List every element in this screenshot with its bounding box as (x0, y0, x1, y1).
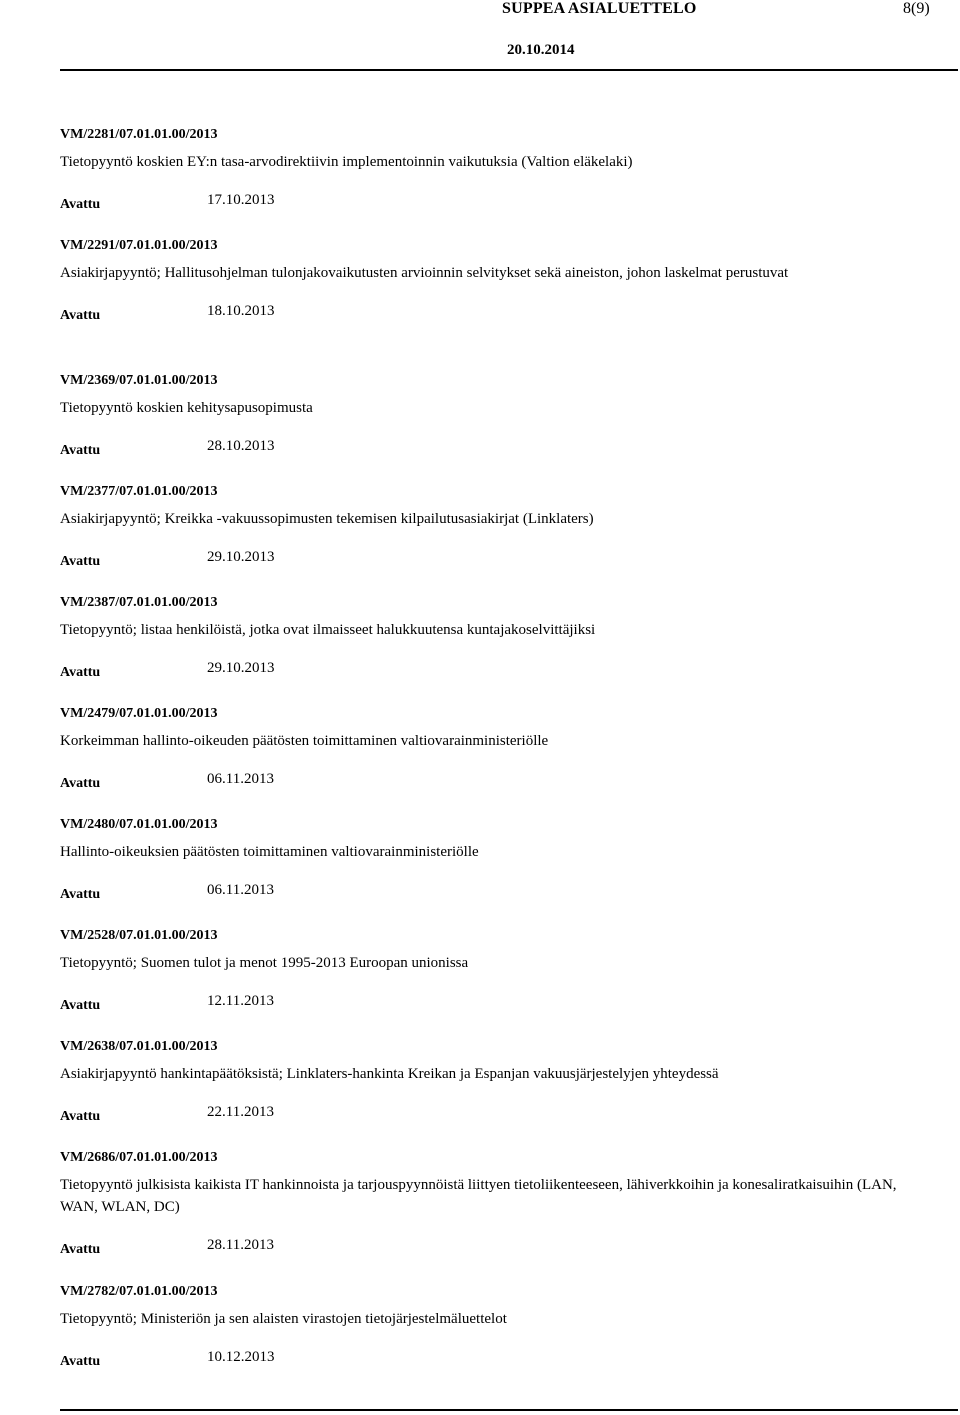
case-description: Asiakirjapyyntö hankintapäätöksistä; Linklaters-hankinta Kreikan ja Espanjan vakuusjärjestelyjen yhteydessä (60, 1066, 719, 1082)
opened-label: Avattu (60, 887, 101, 902)
case-description: Tietopyyntö koskien EY:n tasa-arvodirektiivin implementoinnin vaikutuksia (Valtion eläkelaki) (60, 154, 633, 170)
list-item (60, 706, 930, 796)
opened-label: Avattu (60, 308, 101, 323)
opened-label: Avattu (60, 998, 101, 1013)
opened-date: 28.11.2013 (207, 1237, 274, 1253)
opened-row (60, 1349, 930, 1374)
opened-row (60, 1104, 930, 1129)
list-item (60, 1284, 930, 1374)
opened-row (60, 549, 930, 574)
opened-label: Avattu (60, 443, 101, 458)
case-description: Tietopyyntö koskien kehitysapusopimusta (60, 400, 313, 416)
opened-date: 22.11.2013 (207, 1104, 274, 1120)
case-description: Tietopyyntö julkisista kaikista IT hankinnoista ja tarjouspyynnöistä liittyen tietoliikenteeseen, lähiverkkoihin ja konesaliratkaisuihin (LAN, WAN, WLAN, DC) (60, 1177, 897, 1215)
case-description: Hallinto-oikeuksien päätösten toimittaminen valtiovarainministeriölle (60, 844, 479, 860)
opened-label: Avattu (60, 1109, 101, 1124)
case-id: VM/2686/07.01.01.00/2013 (60, 1150, 218, 1165)
document-date: 20.10.2014 (507, 42, 575, 58)
case-description: Asiakirjapyyntö; Kreikka -vakuussopimusten tekemisen kilpailutusasiakirjat (Linklaters) (60, 511, 594, 527)
opened-row (60, 882, 930, 907)
case-id: VM/2387/07.01.01.00/2013 (60, 595, 218, 610)
list-item (60, 1039, 930, 1129)
case-description: Asiakirjapyyntö; Hallitusohjelman tulonjakovaikutusten arvioinnin selvitykset sekä aineiston, johon laskelmat perustuvat (60, 265, 789, 281)
opened-label: Avattu (60, 776, 101, 791)
case-id: VM/2291/07.01.01.00/2013 (60, 238, 218, 253)
opened-date: 06.11.2013 (207, 771, 274, 787)
opened-date: 12.11.2013 (207, 993, 274, 1009)
opened-date: 18.10.2013 (207, 303, 275, 319)
case-description: Korkeimman hallinto-oikeuden päätösten toimittaminen valtiovarainministeriölle (60, 733, 549, 749)
document-title: SUPPEA ASIALUETTELO (502, 0, 697, 17)
case-id: VM/2377/07.01.01.00/2013 (60, 484, 218, 499)
list-item (60, 817, 930, 907)
case-description: Tietopyyntö; Suomen tulot ja menot 1995-2013 Euroopan unionissa (60, 955, 469, 971)
opened-date: 29.10.2013 (207, 660, 275, 676)
case-id: VM/2281/07.01.01.00/2013 (60, 127, 218, 142)
list-item (60, 127, 930, 217)
opened-row (60, 993, 930, 1018)
opened-date: 17.10.2013 (207, 192, 275, 208)
case-description: Tietopyyntö; Ministeriön ja sen alaisten virastojen tietojärjestelmäluettelot (60, 1311, 507, 1327)
opened-label: Avattu (60, 665, 101, 680)
case-id: VM/2369/07.01.01.00/2013 (60, 373, 218, 388)
case-id: VM/2479/07.01.01.00/2013 (60, 706, 218, 721)
opened-row (60, 771, 930, 796)
case-id: VM/2480/07.01.01.00/2013 (60, 817, 218, 832)
header-divider (60, 69, 958, 71)
opened-label: Avattu (60, 1354, 101, 1369)
case-id: VM/2528/07.01.01.00/2013 (60, 928, 218, 943)
opened-row (60, 1237, 930, 1262)
case-id: VM/2638/07.01.01.00/2013 (60, 1039, 218, 1054)
opened-label: Avattu (60, 554, 101, 569)
case-id: VM/2782/07.01.01.00/2013 (60, 1284, 218, 1299)
opened-label: Avattu (60, 197, 101, 212)
list-item (60, 595, 930, 685)
opened-date: 06.11.2013 (207, 882, 274, 898)
case-description: Tietopyyntö; listaa henkilöistä, jotka ovat ilmaisseet halukkuutensa kuntajakoselvittäjiksi (60, 622, 596, 638)
opened-row (60, 438, 930, 463)
list-item (60, 238, 930, 328)
list-item (60, 928, 930, 1018)
opened-label: Avattu (60, 1242, 101, 1257)
footer-divider (60, 1409, 958, 1411)
opened-date: 29.10.2013 (207, 549, 275, 565)
list-item (60, 1150, 930, 1262)
opened-row (60, 192, 930, 217)
list-item (60, 373, 930, 463)
opened-date: 28.10.2013 (207, 438, 275, 454)
list-item (60, 484, 930, 574)
opened-row (60, 660, 930, 685)
page-number: 8(9) (903, 0, 930, 17)
opened-date: 10.12.2013 (207, 1349, 275, 1365)
opened-row (60, 303, 930, 328)
